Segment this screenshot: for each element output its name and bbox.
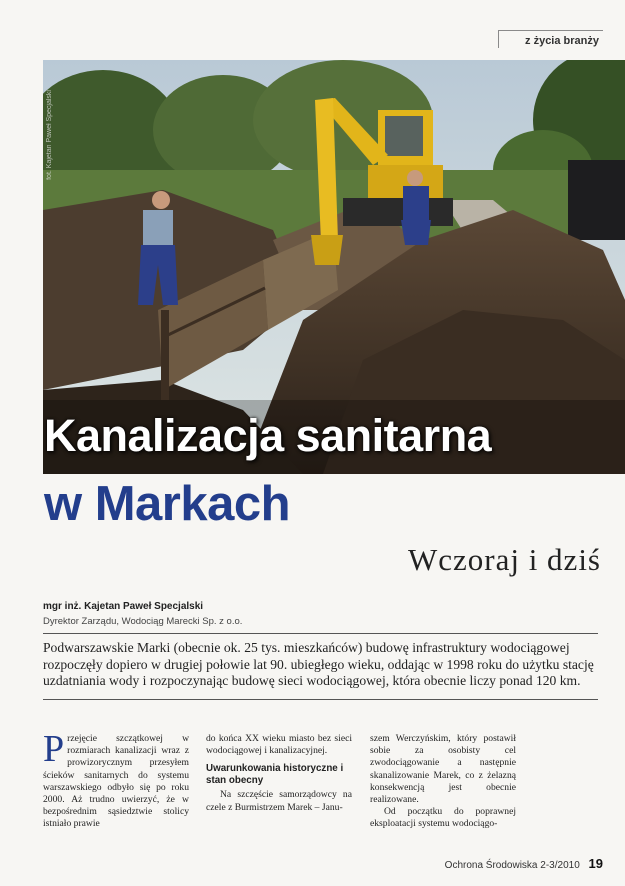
drop-cap: P	[43, 728, 65, 770]
fence	[568, 160, 625, 240]
section-heading: Uwarunkowania historyczne i stan obecny	[206, 763, 344, 787]
body-column-3	[370, 733, 516, 831]
author-name: mgr inż. Kajetan Paweł Specjalski	[43, 601, 204, 612]
page-footer	[445, 856, 603, 871]
body-column-1	[43, 728, 189, 831]
lead-rule-top	[43, 633, 598, 634]
page-number: 19	[588, 856, 603, 871]
publication-name: Ochrona Środowiska 2-3/2010	[444, 860, 580, 871]
article-title-line2: w Markach	[44, 477, 291, 531]
lead-rule-bottom	[43, 699, 598, 700]
author-role: Dyrektor Zarządu, Wodociąg Marecki Sp. z o.o.	[43, 616, 243, 627]
column-1-text: rzejęcie szczątkowej w rozmiarach kanalizacji wraz z prowizorycznym przesyłem ścieków sanitarnych do systemu warszawskiego odbyło się po roku 2000. Aż trudno uwierzyć, że w bezpośrednim sąsiedztwie stolicy istniało prawie	[43, 733, 189, 830]
column-3-paragraph-1: szem Werczyńskim, który postawił sobie za osobisty cel zwodociągowanie a następnie skanalizowanie Marek, co z żelazną konsekwencją jest obecnie realizowane.	[370, 733, 516, 806]
column-2-paragraph-1: do końca XX wieku miasto bez sieci wodociągowej i kanalizacyjnej.	[206, 733, 352, 757]
body-column-2	[206, 733, 352, 814]
lead-paragraph: Podwarszawskie Marki (obecnie ok. 25 tys. mieszkańców) budowę infrastruktury wodociągowej rozpoczęły dopiero w drugiej połowie lat 90. ubiegłego wieku, oddając w 1998 roku do użytku stację uzdatniania wody i rozpoczynając budowę sieci wodociągowej, która obecnie liczy ponad 120 km.	[43, 640, 594, 688]
article-subtitle: Wczoraj i dziś	[407, 542, 601, 577]
column-2-paragraph-2: Na szczęście samorządowcy na czele z Burmistrzem Marek – Janu-	[206, 789, 352, 813]
photo-credit: fot. Kajetan Paweł Specjalski	[46, 90, 53, 180]
article-title-line1: Kanalizacja sanitarna	[44, 410, 492, 461]
section-tag: z życia branży	[498, 30, 603, 48]
column-3-paragraph-2: Od początku do poprawnej eksploatacji systemu wodociągo-	[370, 806, 516, 830]
